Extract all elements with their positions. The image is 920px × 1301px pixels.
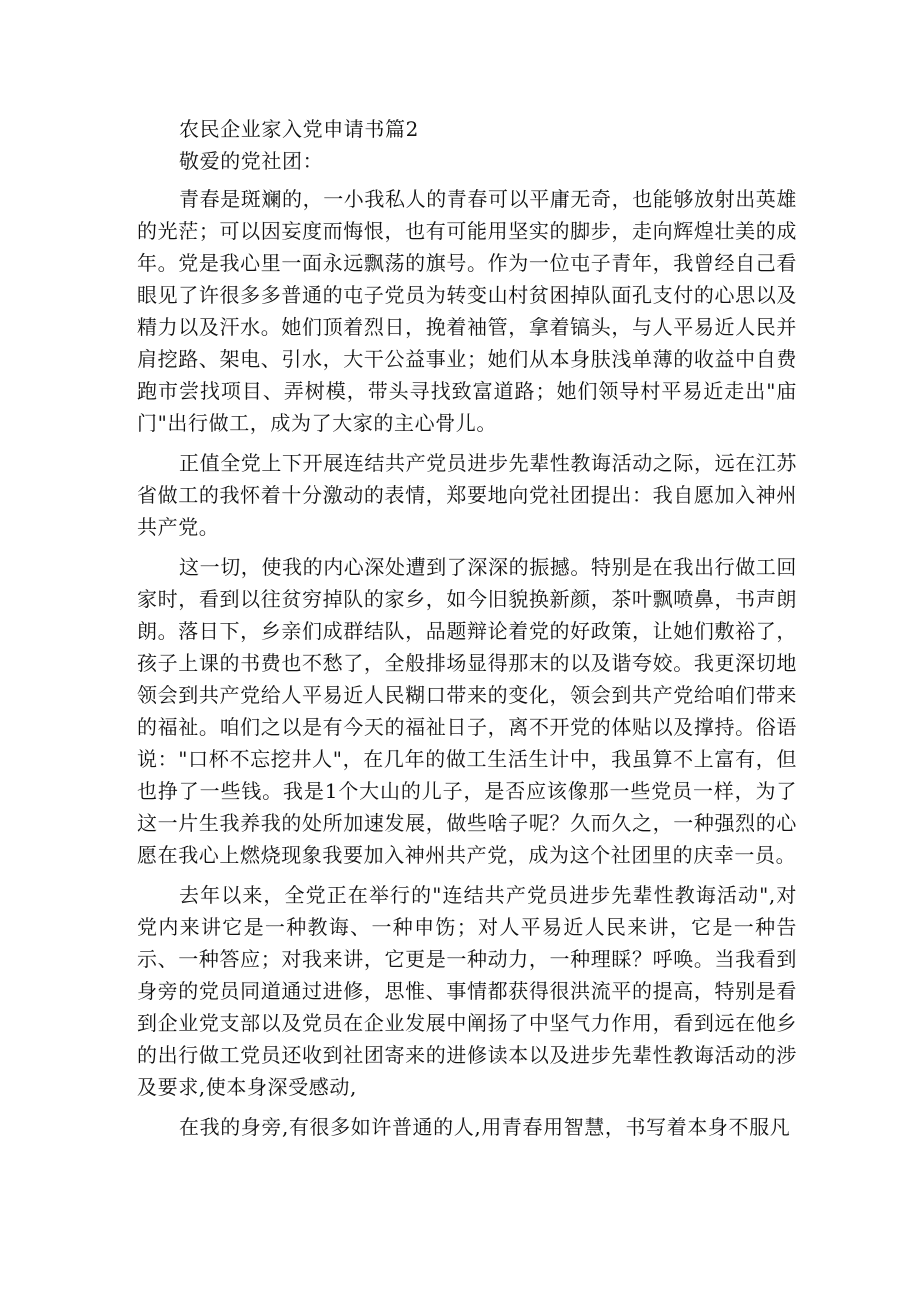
paragraph-4: 去年以来，全党正在举行的"连结共产党员进步先辈性教诲活动",对党内来讲它是一种教诲、一种申饬；对人平易近人民来讲，它是一种告示、一种答应；对我来讲，它更是一种动力，一种理睬？呼唤。当我看到身旁的党员同道通过进修，思惟、事情都获得很洪流平的提高，特别是看到企业党支部以及党员在企业发展中阐扬了中坚气力作用，看到远在他乡的出行做工党员还收到社团寄来的进修读本以及进步先辈性教诲活动的涉及要求,使本身深受感动, <box>137 883 797 1099</box>
paragraph-3: 这一切，使我的内心深处遭到了深深的振撼。特别是在我出行做工回家时，看到以往贫穷掉队的家乡，如今旧貌换新颜，茶叶飘喷鼻，书声朗朗。落日下，乡亲们成群结队，品题辩论着党的好政策，让她们敷裕了，孩子上课的书费也不愁了，全般排场显得那末的以及谐夸姣。我更深切地领会到共产党给人平易近人民糊口带来的变化，领会到共产党给咱们带来的福祉。咱们之以是有今天的福祉日子，离不开党的体贴以及撑持。俗语说："口杯不忘挖井人"，在几年的做工生活生计中，我虽算不上富有，但也挣了一些钱。我是1个大山的儿子，是否应该像那一些党员一样，为了这一片生我养我的处所加速发展，做些啥子呢？久而久之，一种强烈的心愿在我心上燃烧现象我要加入神州共产党，成为这个社团里的庆幸一员。 <box>137 555 797 867</box>
salutation: 敬爱的党社团： <box>179 149 324 173</box>
document-body <box>137 113 797 1143</box>
paragraph-1: 青春是斑斓的，一小我私人的青春可以平庸无奇，也能够放射出英雄的光茫；可以因妄度而悔恨，也有可能用坚实的脚步，走向辉煌壮美的成年。党是我心里一面永远飘荡的旗号。作为一位屯子青年，我曾经自己看眼见了许很多多普通的屯子党员为转变山村贫困掉队面孔支付的心思以及精力以及汗水。她们顶着烈日，挽着袖管，拿着镐头，与人平易近人民并肩挖路、架电、引水，大干公益事业；她们从本身肤浅单薄的收益中自费跑市尝找项目、弄树模，带头寻找致富道路；她们领导村平易近走出"庙门"出行做工，成为了大家的主心骨儿。 <box>137 187 797 435</box>
document-title: 农民企业家入党申请书篇2 <box>179 117 419 141</box>
paragraph-5: 在我的身旁,有很多如许普通的人,用青春用智慧，书写着本身不服凡 <box>179 1115 791 1139</box>
page-bottom-margin <box>0 1231 920 1301</box>
paragraph-2: 正值全党上下开展连结共产党员进步先辈性教诲活动之际，远在江苏省做工的我怀着十分激动的表情，郑要地向党社团提出：我自愿加入神州共产党。 <box>137 451 797 539</box>
